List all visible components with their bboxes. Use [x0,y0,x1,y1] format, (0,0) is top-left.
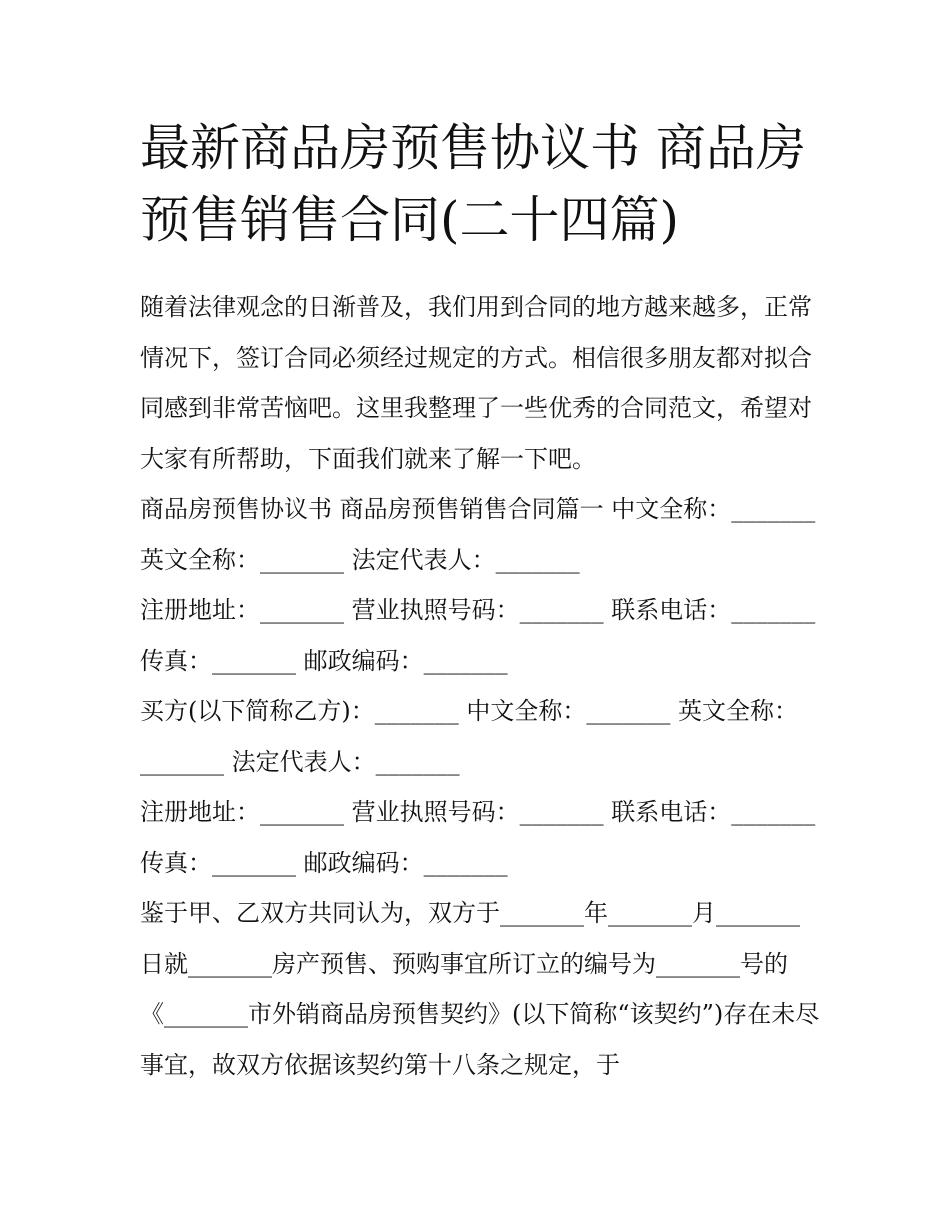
recital-paragraph: 鉴于甲、乙双方共同认为，双方于_______年_______月_______日就_______房产预售、预购事宜所订立的编号为_______号的《_______市外销商品房预售契约》(以下简称“该契约”)存在未尽事宜，故双方依据该契约第十八条之规定，于 [140,899,820,1079]
seller-address-paragraph: 注册地址：_______ 营业执照号码：_______ 联系电话：_______ 传真：_______ 邮政编码：_______ [140,596,816,675]
seller-name-paragraph: 商品房预售协议书 商品房预售销售合同篇一 中文全称：_______ 英文全称：_______ 法定代表人：_______ [140,495,816,574]
intro-paragraph: 随着法律观念的日渐普及，我们用到合同的地方越来越多，正常情况下，签订合同必须经过规定的方式。相信很多朋友都对拟合同感到非常苦恼吧。这里我整理了一些优秀的合同范文，希望对大家有所帮助，下面我们就来了解一下吧。 [140,293,812,473]
buyer-name-paragraph: 买方(以下简称乙方)：_______ 中文全称：_______ 英文全称：_______ 法定代表人：_______ [140,697,798,776]
document-title: 最新商品房预售协议书 商品房预售销售合同(二十四篇) [140,119,806,249]
document-body [140,282,820,1090]
buyer-address-paragraph: 注册地址：_______ 营业执照号码：_______ 联系电话：_______ 传真：_______ 邮政编码：_______ [140,798,816,877]
